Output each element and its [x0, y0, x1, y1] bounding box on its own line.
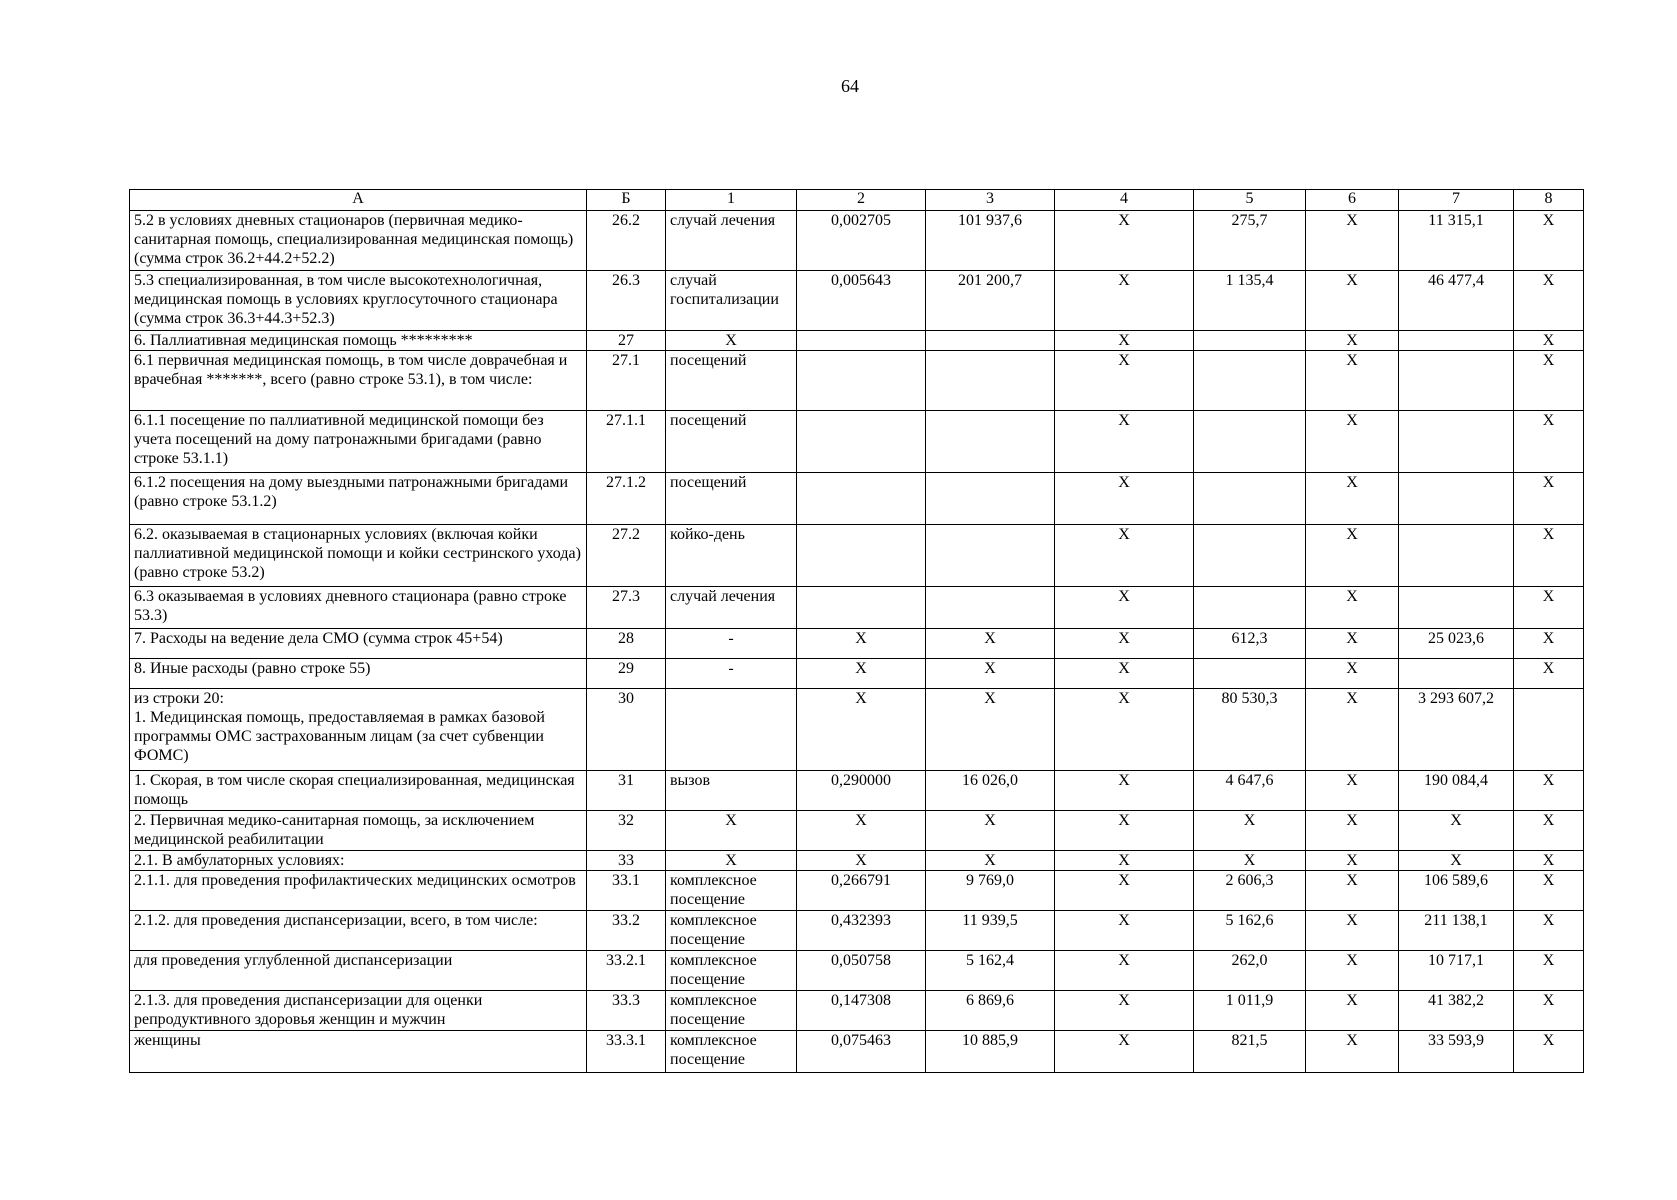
value-cell: X: [926, 851, 1055, 871]
value-cell: X: [1055, 871, 1194, 911]
value-cell: [1399, 351, 1514, 411]
unit-cell: -: [666, 659, 797, 689]
value-cell: 33 593,9: [1399, 1031, 1514, 1073]
value-cell: [1194, 473, 1306, 525]
value-cell: 821,5: [1194, 1031, 1306, 1073]
value-cell: 612,3: [1194, 629, 1306, 659]
value-cell: 25 023,6: [1399, 629, 1514, 659]
value-cell: 262,0: [1194, 951, 1306, 991]
value-cell: X: [1306, 629, 1399, 659]
value-cell: [797, 351, 926, 411]
value-cell: 80 530,3: [1194, 689, 1306, 771]
value-cell: X: [1306, 951, 1399, 991]
value-cell: [1194, 525, 1306, 587]
value-cell: 10 885,9: [926, 1031, 1055, 1073]
column-header: 2: [797, 190, 926, 211]
value-cell: X: [797, 851, 926, 871]
unit-cell: вызов: [666, 771, 797, 811]
row-code: 27.1: [587, 351, 666, 411]
value-cell: 0,050758: [797, 951, 926, 991]
value-cell: [1194, 411, 1306, 473]
table-row: [130, 991, 1584, 1031]
unit-cell: X: [666, 851, 797, 871]
unit-cell: [666, 689, 797, 771]
value-cell: [1194, 587, 1306, 629]
row-label: 2. Первичная медико-санитарная помощь, за исключением медицинской реабилитации: [130, 811, 587, 851]
value-cell: 11 315,1: [1399, 211, 1514, 271]
column-header: 5: [1194, 190, 1306, 211]
value-cell: X: [1194, 851, 1306, 871]
value-cell: 5 162,6: [1194, 911, 1306, 951]
value-cell: X: [1055, 351, 1194, 411]
value-cell: [797, 525, 926, 587]
unit-cell: посещений: [666, 411, 797, 473]
value-cell: X: [1055, 1031, 1194, 1073]
value-cell: X: [1514, 351, 1584, 411]
unit-cell: комплексное посещение: [666, 871, 797, 911]
table-row: [130, 1031, 1584, 1073]
value-cell: X: [1514, 851, 1584, 871]
value-cell: [1194, 331, 1306, 351]
table-row: [130, 851, 1584, 871]
value-cell: X: [797, 811, 926, 851]
value-cell: X: [1055, 271, 1194, 331]
value-cell: [797, 587, 926, 629]
column-header: 7: [1399, 190, 1514, 211]
value-cell: X: [1055, 911, 1194, 951]
value-cell: X: [1514, 271, 1584, 331]
value-cell: 106 589,6: [1399, 871, 1514, 911]
row-label: 2.1.3. для проведения диспансеризации для оценки репродуктивного здоровья женщин и мужчин: [130, 991, 587, 1031]
row-code: 26.3: [587, 271, 666, 331]
value-cell: X: [1399, 851, 1514, 871]
column-header: 1: [666, 190, 797, 211]
table-row: [130, 689, 1584, 771]
value-cell: X: [1055, 771, 1194, 811]
value-cell: X: [1306, 331, 1399, 351]
value-cell: X: [1514, 211, 1584, 271]
row-code: 33.1: [587, 871, 666, 911]
table-row: [130, 211, 1584, 271]
value-cell: [1514, 689, 1584, 771]
value-cell: 9 769,0: [926, 871, 1055, 911]
row-code: 32: [587, 811, 666, 851]
value-cell: 0,075463: [797, 1031, 926, 1073]
page-number: 64: [841, 76, 859, 96]
unit-cell: X: [666, 331, 797, 351]
value-cell: 11 939,5: [926, 911, 1055, 951]
value-cell: X: [1306, 771, 1399, 811]
row-code: 26.2: [587, 211, 666, 271]
row-code: 27.3: [587, 587, 666, 629]
row-code: 27.1.2: [587, 473, 666, 525]
value-cell: X: [1055, 411, 1194, 473]
value-cell: [926, 331, 1055, 351]
value-cell: [797, 331, 926, 351]
value-cell: X: [1194, 811, 1306, 851]
row-label-line: 1. Медицинская помощь, предоставляемая в рамках базовой программы ОМС застрахованным лицам (за счет субвенции ФОМС): [134, 709, 545, 764]
value-cell: 211 138,1: [1399, 911, 1514, 951]
value-cell: 4 647,6: [1194, 771, 1306, 811]
value-cell: [797, 411, 926, 473]
row-label: 2.1.1. для проведения профилактических медицинских осмотров: [130, 871, 587, 911]
value-cell: X: [1055, 811, 1194, 851]
table-row: [130, 473, 1584, 525]
table-row: [130, 331, 1584, 351]
value-cell: X: [1055, 951, 1194, 991]
value-cell: 16 026,0: [926, 771, 1055, 811]
value-cell: X: [1514, 659, 1584, 689]
value-cell: 0,147308: [797, 991, 926, 1031]
value-cell: 41 382,2: [1399, 991, 1514, 1031]
table-row: [130, 351, 1584, 411]
data-table: [129, 189, 1584, 1073]
value-cell: X: [1514, 629, 1584, 659]
row-label: 6.1 первичная медицинская помощь, в том числе доврачебная и врачебная *******, всего (равно строке 53.1), в том числе:: [130, 351, 587, 411]
row-label: 5.2 в условиях дневных стационаров (первичная медико-санитарная помощь, специализированная медицинская помощь) (сумма строк 36.2+44.2+52.2): [130, 211, 587, 271]
value-cell: X: [1514, 587, 1584, 629]
unit-cell: X: [666, 811, 797, 851]
value-cell: X: [1306, 271, 1399, 331]
value-cell: X: [1055, 689, 1194, 771]
value-cell: 201 200,7: [926, 271, 1055, 331]
row-label: [130, 689, 587, 771]
value-cell: [926, 587, 1055, 629]
value-cell: 46 477,4: [1399, 271, 1514, 331]
value-cell: 10 717,1: [1399, 951, 1514, 991]
value-cell: X: [1514, 525, 1584, 587]
value-cell: 5 162,4: [926, 951, 1055, 991]
row-label: 6.1.1 посещение по паллиативной медицинской помощи без учета посещений на дому патронажными бригадами (равно строке 53.1.1): [130, 411, 587, 473]
value-cell: X: [926, 689, 1055, 771]
value-cell: X: [1055, 851, 1194, 871]
value-cell: X: [1514, 811, 1584, 851]
row-code: 33.2: [587, 911, 666, 951]
unit-cell: комплексное посещение: [666, 991, 797, 1031]
value-cell: 6 869,6: [926, 991, 1055, 1031]
unit-cell: случай лечения: [666, 211, 797, 271]
value-cell: [926, 525, 1055, 587]
value-cell: X: [1399, 811, 1514, 851]
column-header: 4: [1055, 190, 1194, 211]
row-label: 2.1.2. для проведения диспансеризации, всего, в том числе:: [130, 911, 587, 951]
table-row: [130, 771, 1584, 811]
value-cell: X: [1514, 951, 1584, 991]
value-cell: X: [926, 811, 1055, 851]
value-cell: X: [1514, 411, 1584, 473]
row-label: 6.1.2 посещения на дому выездными патронажными бригадами (равно строке 53.1.2): [130, 473, 587, 525]
value-cell: [1399, 587, 1514, 629]
value-cell: [926, 473, 1055, 525]
row-code: 31: [587, 771, 666, 811]
row-label: 1. Скорая, в том числе скорая специализированная, медицинская помощь: [130, 771, 587, 811]
value-cell: X: [1306, 851, 1399, 871]
value-cell: 0,005643: [797, 271, 926, 331]
value-cell: X: [1306, 587, 1399, 629]
value-cell: 101 937,6: [926, 211, 1055, 271]
value-cell: X: [797, 629, 926, 659]
value-cell: X: [1055, 525, 1194, 587]
row-code: 27.2: [587, 525, 666, 587]
value-cell: 1 011,9: [1194, 991, 1306, 1031]
value-cell: 0,290000: [797, 771, 926, 811]
value-cell: X: [1306, 351, 1399, 411]
unit-cell: -: [666, 629, 797, 659]
value-cell: X: [1306, 871, 1399, 911]
table-row: [130, 629, 1584, 659]
value-cell: X: [797, 689, 926, 771]
value-cell: X: [1055, 473, 1194, 525]
row-label: 6. Паллиативная медицинская помощь *********: [130, 331, 587, 351]
value-cell: X: [1514, 871, 1584, 911]
value-cell: X: [926, 659, 1055, 689]
table-row: [130, 951, 1584, 991]
row-label: 5.3 специализированная, в том числе высокотехнологичная, медицинская помощь в условиях круглосуточного стационара (сумма строк 36.3+44.3+52.3): [130, 271, 587, 331]
unit-cell: койко-день: [666, 525, 797, 587]
unit-cell: случай лечения: [666, 587, 797, 629]
row-label: 8. Иные расходы (равно строке 55): [130, 659, 587, 689]
value-cell: X: [797, 659, 926, 689]
value-cell: X: [1306, 1031, 1399, 1073]
row-label: 2.1. В амбулаторных условиях:: [130, 851, 587, 871]
value-cell: X: [1514, 771, 1584, 811]
column-header: 8: [1514, 190, 1584, 211]
value-cell: [1194, 351, 1306, 411]
row-code: 33.2.1: [587, 951, 666, 991]
table-row: [130, 525, 1584, 587]
value-cell: [1399, 659, 1514, 689]
table-row: [130, 587, 1584, 629]
value-cell: X: [1306, 411, 1399, 473]
value-cell: X: [1055, 331, 1194, 351]
table-row: [130, 271, 1584, 331]
value-cell: X: [1514, 473, 1584, 525]
value-cell: X: [1055, 659, 1194, 689]
row-code: 33: [587, 851, 666, 871]
value-cell: X: [1055, 991, 1194, 1031]
value-cell: X: [1306, 689, 1399, 771]
value-cell: 1 135,4: [1194, 271, 1306, 331]
row-label: для проведения углубленной диспансеризации: [130, 951, 587, 991]
value-cell: [797, 473, 926, 525]
table-row: [130, 411, 1584, 473]
value-cell: [1194, 659, 1306, 689]
value-cell: 0,266791: [797, 871, 926, 911]
row-code: 29: [587, 659, 666, 689]
value-cell: 0,432393: [797, 911, 926, 951]
value-cell: 190 084,4: [1399, 771, 1514, 811]
row-code: 28: [587, 629, 666, 659]
value-cell: 3 293 607,2: [1399, 689, 1514, 771]
table-row: [130, 659, 1584, 689]
value-cell: X: [1514, 911, 1584, 951]
value-cell: X: [1055, 629, 1194, 659]
row-label: женщины: [130, 1031, 587, 1073]
unit-cell: комплексное посещение: [666, 911, 797, 951]
column-header: А: [130, 190, 587, 211]
row-label-line: из строки 20:: [134, 690, 224, 707]
value-cell: X: [1514, 1031, 1584, 1073]
value-cell: 0,002705: [797, 211, 926, 271]
value-cell: 2 606,3: [1194, 871, 1306, 911]
unit-cell: случай госпитализации: [666, 271, 797, 331]
value-cell: X: [1306, 525, 1399, 587]
row-label: 6.3 оказываемая в условиях дневного стационара (равно строке 53.3): [130, 587, 587, 629]
unit-cell: комплексное посещение: [666, 951, 797, 991]
row-label: 6.2. оказываемая в стационарных условиях (включая койки паллиативной медицинской помощи и койки сестринского ухода) (равно строке 53.2): [130, 525, 587, 587]
value-cell: X: [1055, 587, 1194, 629]
row-code: 27.1.1: [587, 411, 666, 473]
table-header-row: [130, 190, 1584, 211]
value-cell: 275,7: [1194, 211, 1306, 271]
value-cell: [926, 351, 1055, 411]
value-cell: [1399, 411, 1514, 473]
table-row: [130, 811, 1584, 851]
row-code: 33.3.1: [587, 1031, 666, 1073]
row-code: 27: [587, 331, 666, 351]
unit-cell: комплексное посещение: [666, 1031, 797, 1073]
value-cell: [1399, 331, 1514, 351]
column-header: 6: [1306, 190, 1399, 211]
row-label: 7. Расходы на ведение дела СМО (сумма строк 45+54): [130, 629, 587, 659]
value-cell: X: [1306, 211, 1399, 271]
column-header: 3: [926, 190, 1055, 211]
row-code: 33.3: [587, 991, 666, 1031]
value-cell: X: [1514, 991, 1584, 1031]
value-cell: X: [1306, 811, 1399, 851]
column-header: Б: [587, 190, 666, 211]
value-cell: X: [1306, 659, 1399, 689]
value-cell: [1399, 525, 1514, 587]
value-cell: X: [1306, 473, 1399, 525]
table-row: [130, 871, 1584, 911]
value-cell: X: [1514, 331, 1584, 351]
row-code: 30: [587, 689, 666, 771]
value-cell: X: [1306, 991, 1399, 1031]
value-cell: X: [1055, 211, 1194, 271]
value-cell: X: [1306, 911, 1399, 951]
unit-cell: посещений: [666, 351, 797, 411]
value-cell: [1399, 473, 1514, 525]
unit-cell: посещений: [666, 473, 797, 525]
value-cell: X: [926, 629, 1055, 659]
table-row: [130, 911, 1584, 951]
value-cell: [926, 411, 1055, 473]
